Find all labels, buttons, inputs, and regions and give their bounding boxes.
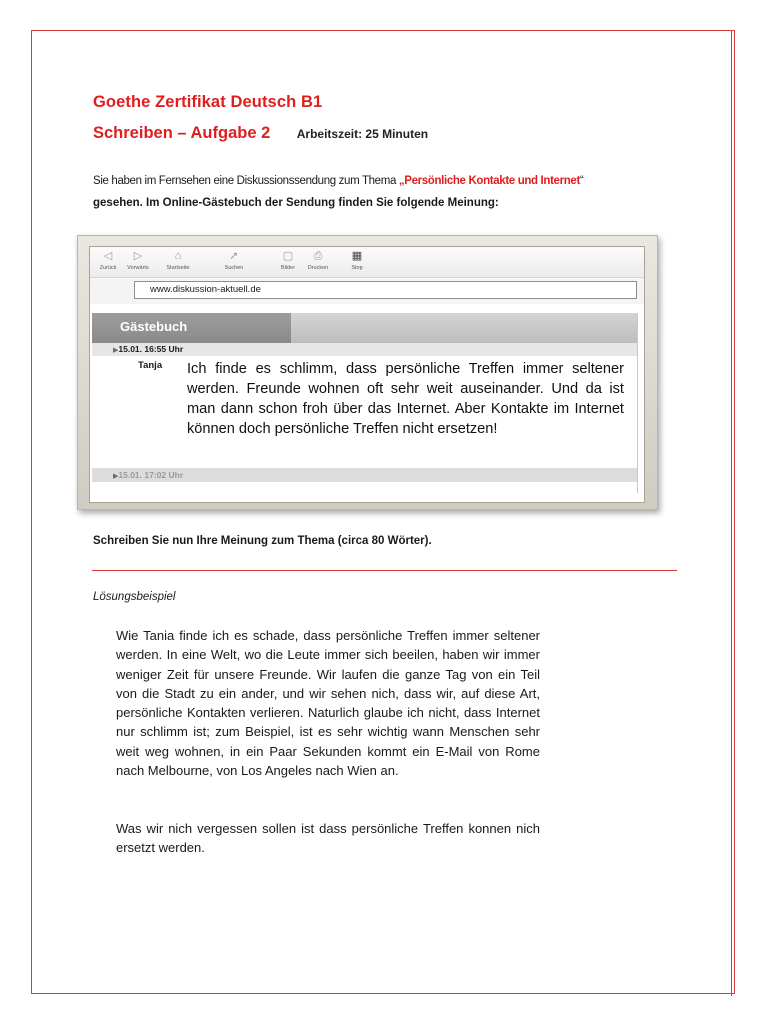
entry-timestamp-next: 15.01. 17:02 Uhr [118, 470, 184, 480]
answer-paragraph: Was wir nich vergessen sollen ist dass persönliche Treffen konnen nich ersetzt werden. [116, 821, 540, 856]
print-icon: ⎙ [313, 250, 323, 262]
toolbar-stop[interactable] [337, 249, 377, 272]
toolbar-label: Vorwärts [127, 265, 149, 271]
answer-paragraph: Wie Tania finde ich es schade, dass persönliche Treffen immer seltener werden. In eine Welt, wo die Leute immer sich beeilen, haben wir immer weniger Zeit für unsere Freunde. Wir laufen die ganze Tag von ein Teil von die Stadt zu ein ander, und wir sehen nich, dass wir, auf diese Art, persönliche Kontakten verlieren. Naturlich glaube ich nicht, dass Internet nur schlimm ist; zum Beispiel, ist es sehr wichtig wann Menschen sehr weit weg wohnen, in ein Paar Sekunden kommt ein E-Mail von Rome nach Melbourne, von Los Angeles nach Wien an. [116, 628, 540, 779]
intro-quote: “ [579, 175, 584, 187]
browser-window [89, 246, 645, 503]
toolbar-search[interactable] [214, 249, 254, 272]
intro-prefix: Sie haben im Fernsehen eine Diskussionssendung zum Thema [93, 175, 399, 187]
entry-timestamp: 15.01. 16:55 Uhr [118, 344, 184, 354]
toolbar-label: Bilder [280, 265, 296, 271]
intro-topic: „Persönliche Kontakte und Internet [398, 175, 580, 187]
intro-text [93, 170, 693, 214]
entry-header-next [92, 468, 638, 482]
guestbook-entry [92, 356, 638, 467]
toolbar-home[interactable] [158, 249, 198, 272]
toolbar-label: Suchen [224, 265, 244, 271]
red-divider [92, 570, 677, 571]
stop-icon: ▦ [351, 250, 363, 262]
guestbook-title: Gästebuch [120, 319, 188, 334]
image-icon: ▢ [282, 250, 294, 262]
subtitle-row [93, 124, 428, 143]
task-prompt: Schreiben Sie nun Ihre Meinung zum Thema (circa 80 Wörter). [93, 535, 432, 547]
forward-icon: ▷ [133, 250, 143, 262]
toolbar-label: Zurück [99, 265, 117, 271]
triangle-icon: ▶ [113, 473, 119, 480]
url-input[interactable]: www.diskussion-aktuell.de [134, 281, 637, 299]
triangle-icon: ▶ [113, 347, 119, 354]
toolbar-label: Stop [351, 265, 363, 271]
page-title: Goethe Zertifikat Deutsch B1 [93, 93, 323, 111]
toolbar-label: Drucken [307, 265, 329, 271]
solution-label: Lösungsbeispiel [93, 591, 176, 603]
scrollbar[interactable] [637, 313, 644, 493]
guestbook-header [92, 313, 638, 343]
entry-text: Ich finde es schlimm, dass persönliche Treffen immer seltener werden. Freunde wohnen oft sehr weit auseinander. Und da ist man dann schon froh über das Internet. Aber Kontakte im Internet können doch persönliche Treffen nicht ersetzen! [187, 361, 624, 437]
intro-line2: gesehen. Im Online-Gästebuch der Sendung finden Sie folgende Meinung: [93, 197, 499, 209]
toolbar-print[interactable] [298, 249, 338, 272]
browser-toolbar [90, 247, 644, 278]
task-subtitle: Schreiben – Aufgabe 2 [93, 124, 271, 142]
home-icon: ⌂ [174, 250, 182, 262]
browser-screenshot [77, 235, 658, 510]
toolbar-forward[interactable] [118, 249, 158, 272]
search-icon: ➚ [229, 250, 239, 262]
worktime: Arbeitszeit: 25 Minuten [296, 127, 429, 141]
address-row [90, 278, 644, 304]
entry-author: Tanja [138, 360, 163, 371]
entry-header [92, 343, 638, 356]
back-icon: ◁ [103, 250, 113, 262]
toolbar-label: Startseite [166, 265, 190, 271]
